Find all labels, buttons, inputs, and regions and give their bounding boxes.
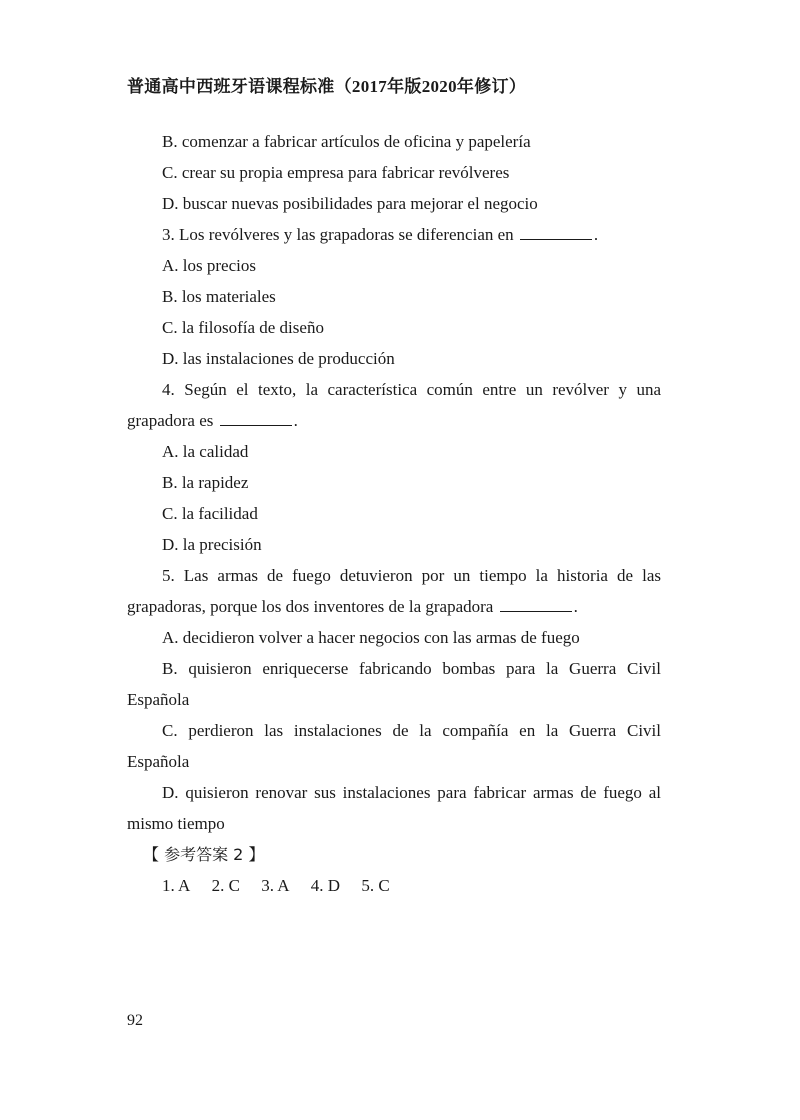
q4-option-c: C. la facilidad <box>162 504 258 523</box>
answer-item: 4. D <box>310 876 341 895</box>
q4-option-d: D. la precisión <box>162 535 262 554</box>
q4-stem-text: 4. Según el texto, la característica común entre un revólver y una grapadora es <box>127 380 661 430</box>
page-content <box>127 126 661 901</box>
answer-key-title: 【 参考答案 2 】 <box>143 845 265 864</box>
answer-item: 2. C <box>211 876 240 895</box>
answer-key-list <box>127 870 661 901</box>
q3-option-d: D. las instalaciones de producción <box>162 349 395 368</box>
q5-option-a: A. decidieron volver a hacer negocios con las armas de fuego <box>162 628 580 647</box>
answer-item: 1. A <box>162 876 191 895</box>
q4-option-a: A. la calidad <box>162 442 249 461</box>
q5-answer-blank <box>500 597 572 612</box>
q5-option-d: D. quisieron renovar sus instalaciones para fabricar armas de fuego al mismo tiempo <box>127 783 661 833</box>
q2-option-b: B. comenzar a fabricar artículos de oficina y papelería <box>162 132 531 151</box>
q4-stem-end: . <box>293 411 298 430</box>
q5-stem-end: . <box>573 597 578 616</box>
page-number: 92 <box>127 1012 143 1029</box>
q2-option-c: C. crear su propia empresa para fabricar revólveres <box>162 163 510 182</box>
q3-option-b: B. los materiales <box>162 287 276 306</box>
q3-answer-blank <box>520 225 592 240</box>
q3-stem <box>127 219 661 250</box>
running-header: 普通高中西班牙语课程标准（2017年版2020年修订） <box>127 77 527 96</box>
q5-option-b: B. quisieron enriquecerse fabricando bombas para la Guerra Civil Española <box>127 659 661 709</box>
q5-stem-text: 5. Las armas de fuego detuvieron por un tiempo la historia de las grapadoras, porque los dos inventores de la grapadora <box>127 566 661 616</box>
q4-option-b: B. la rapidez <box>162 473 249 492</box>
q4-answer-blank <box>220 411 292 426</box>
answer-item: 5. C <box>361 876 390 895</box>
q3-option-c: C. la filosofía de diseño <box>162 318 324 337</box>
q5-option-c: C. perdieron las instalaciones de la compañía en la Guerra Civil Española <box>127 721 661 771</box>
q5-stem <box>127 560 661 622</box>
q3-stem-text: 3. Los revólveres y las grapadoras se diferencian en <box>162 225 514 244</box>
q4-stem <box>127 374 661 436</box>
q3-option-a: A. los precios <box>162 256 256 275</box>
q3-stem-end: . <box>593 225 599 244</box>
answer-item: 3. A <box>261 876 290 895</box>
q2-option-d: D. buscar nuevas posibilidades para mejorar el negocio <box>162 194 538 213</box>
